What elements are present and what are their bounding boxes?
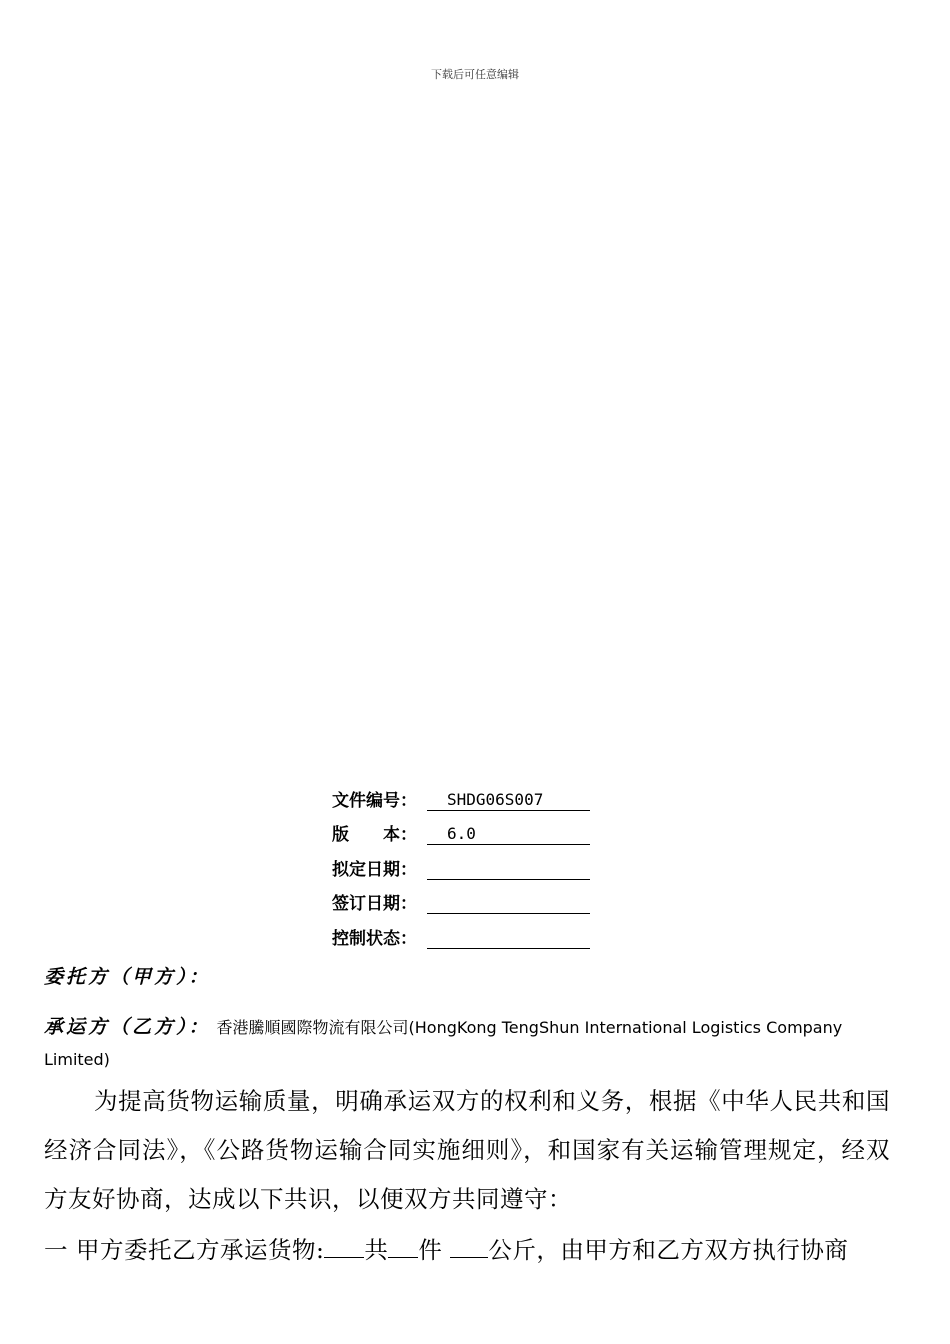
meta-value	[427, 858, 590, 880]
party-b-label: 承运方（乙方）：	[44, 1016, 211, 1038]
meta-row-control-status	[332, 914, 590, 949]
clause-1-prefix: 一 甲方委托乙方承运货物:	[44, 1236, 325, 1264]
meta-value: SHDG06S007	[427, 789, 590, 811]
meta-label: 拟定日期：	[332, 859, 417, 880]
party-b-company-continued: Limited)	[44, 1050, 110, 1069]
clause-1-suffix: 公斤，由甲方和乙方双方执行协商	[488, 1236, 849, 1264]
meta-value	[427, 892, 590, 914]
meta-label: 版 本：	[332, 825, 417, 845]
blank-goods	[324, 1239, 364, 1258]
blank-weight	[450, 1239, 488, 1258]
intro-paragraph: 为提高货物运输质量，明确承运双方的权利和义务，根据《中华人民共和国经济合同法》，《公路货物运输合同实施细则》，和国家有关运输管理规定，经双方友好协商，达成以下共识，以便双方共同遵守：	[44, 1087, 890, 1213]
document-meta-table	[332, 776, 590, 949]
party-b-line	[44, 1012, 894, 1039]
meta-row-sign-date	[332, 880, 590, 915]
meta-label: 控制状态：	[332, 928, 417, 949]
clause-1-mid1: 共	[364, 1236, 389, 1264]
clause-1	[44, 1226, 890, 1275]
meta-label: 文件编号：	[332, 790, 417, 811]
meta-value	[427, 927, 590, 949]
meta-row-file-number	[332, 776, 590, 811]
header-note: 下载后可任意编辑	[431, 68, 519, 81]
meta-label: 签订日期：	[332, 894, 417, 914]
blank-pieces	[388, 1239, 418, 1258]
party-a-label: 委托方（甲方）：	[44, 966, 211, 988]
meta-row-version	[332, 811, 590, 846]
meta-row-draft-date	[332, 845, 590, 880]
meta-value: 6.0	[427, 823, 590, 845]
party-b-company: 香港騰順國際物流有限公司(HongKong TengShun International Logistics Company	[216, 1018, 843, 1037]
clause-1-mid2: 件	[418, 1236, 451, 1264]
